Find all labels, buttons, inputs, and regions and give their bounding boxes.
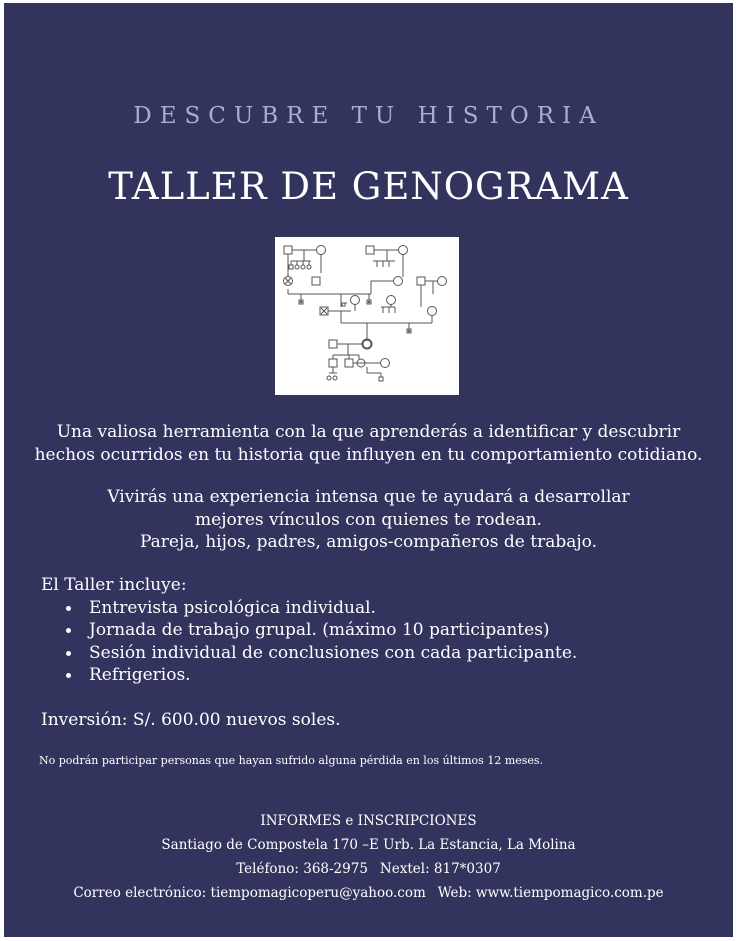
nextel-text: Nextel: 817*0307 [379,861,501,877]
web-text: Web: www.tiempomagico.com.pe [437,885,664,901]
includes-section [41,574,577,687]
contact-heading: INFORMES e INSCRIPCIONES [260,813,477,829]
list-item: Entrevista psicológica individual. [41,597,577,620]
contact-address: Santiago de Compostela 170 –E Urb. La Estancia, La Molina [161,837,576,853]
poster [4,3,733,937]
contact-phones [4,857,733,881]
genogram-diagram [275,237,459,395]
intro-paragraph [4,421,733,466]
intro-line: Una valiosa herramienta con la que aprenderás a identificar y descubrir [56,422,681,442]
price-text: Inversión: S/. 600.00 nuevos soles. [41,710,341,730]
phone-text: Teléfono: 368-2975 [236,861,368,877]
kicker-text: DESCUBRE TU HISTORIA [133,103,604,129]
email-text: Correo electrónico: tiempomagicoperu@yahoo.com [73,885,426,901]
genogram-figure [275,237,459,395]
list-item: Jornada de trabajo grupal. (máximo 10 participantes) [41,619,577,642]
list-item: Refrigerios. [41,664,577,687]
experience-line: Vivirás una experiencia intensa que te ayudará a desarrollar [107,487,630,507]
notice-text: No podrán participar personas que hayan sufrido alguna pérdida en los últimos 12 meses. [39,754,544,767]
contact-online [4,881,733,905]
experience-line: Pareja, hijos, padres, amigos-compañeros de trabajo. [140,532,597,552]
page-title: TALLER DE GENOGRAMA [108,165,629,208]
list-item: Sesión individual de conclusiones con cada participante. [41,642,577,665]
contact-section [4,809,733,905]
experience-line: mejores vínculos con quienes te rodean. [195,509,542,530]
experience-paragraph [4,486,733,554]
includes-heading: El Taller incluye: [41,575,187,595]
intro-line: hechos ocurridos en tu historia que influyen en tu comportamiento cotidiano. [34,444,703,465]
includes-list [41,597,577,687]
